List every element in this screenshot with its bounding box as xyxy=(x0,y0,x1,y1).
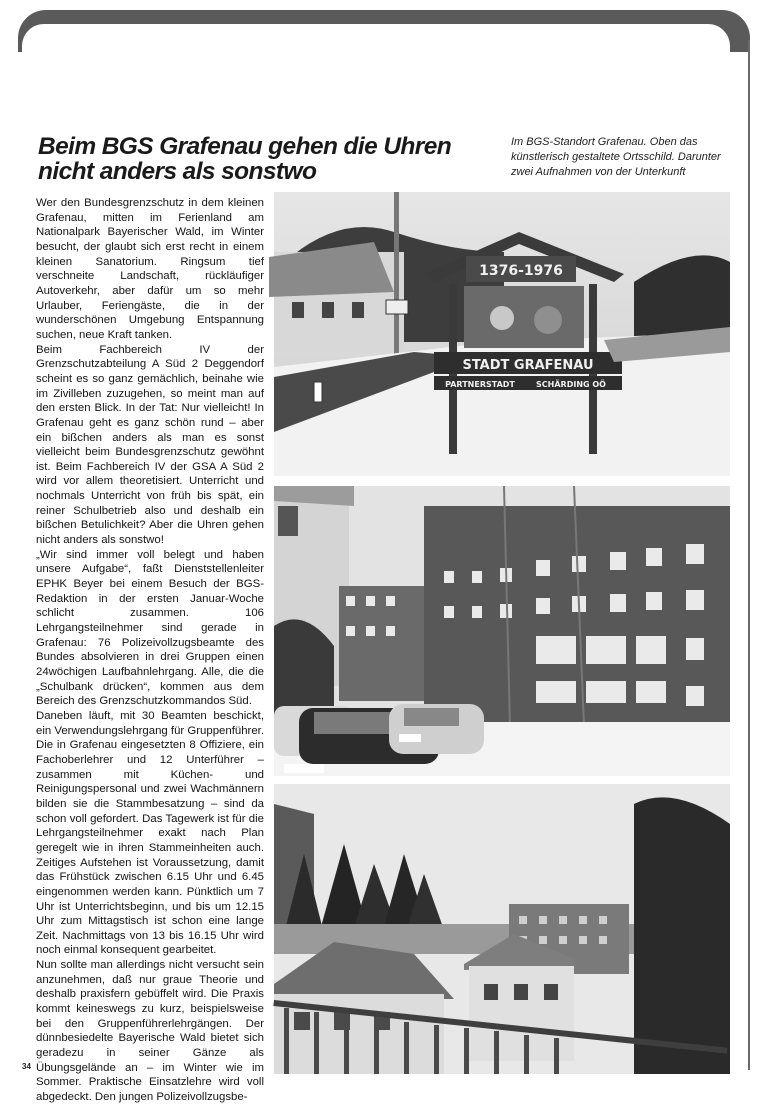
right-margin-rule xyxy=(748,40,750,1070)
paragraph: Wer den Bundesgrenzschutz in dem kleinen Grafenau, mitten im Ferienland am Nationalpark Bayerischer Wald, im Winter besucht, der glaubt sich erst recht in einem kleinen Sanatorium. Ringsum tief verschneite Landschaft, rückläufiger Autoverkehr, aber dafür um so mehr Urlauber, Feriengäste, die in der wunderschönen Umgebung Entspannung suchen, neue Kraft tanken. xyxy=(36,197,264,341)
barracks-building-photo xyxy=(274,486,730,776)
paragraph: Daneben läuft, mit 30 Beamten beschickt, ein Verwendungslehrgang für Gruppenführer. Die in Grafenau eingesetzten 8 Offiziere, ein Fachoberlehrer und 12 Unterführer – zusammen mit Küchen- und Reinigungspersonal und zwei Wachmännern bilden sie die Stammbesatzung – sind da schon voll gefordert. Das Tagewerk ist für die Lehrgangsteilnehmer exakt nach Plan geregelt wie in ihren Stammeinheiten auch. Zeitiges Aufstehen ist Voraussetzung, damit das Frühstück zwischen 6.15 Uhr und 6.45 eingenommen werden kann. Pünktlich um 7 Uhr ist Unterrichtsbeginn, und bis um 12.15 Uhr zum Mittagstisch ist schon eine lange Zeit. Nachmittags von 13 bis 16.15 Uhr wird noch einmal konsequent gearbeitet. xyxy=(36,709,264,957)
town-overview-photo xyxy=(274,784,730,1074)
photo-caption: Im BGS-Standort Grafenau. Oben das künstlerisch gestaltete Ortsschild. Darunter zwei Aufnahmen von der Unterkunft xyxy=(511,136,721,178)
sign-town: STADT GRAFENAU xyxy=(462,358,594,373)
sign-partner-right: SCHÄRDING OÖ xyxy=(536,380,606,389)
article-headline: Beim BGS Grafenau gehen die Uhren nicht anders als sonstwo xyxy=(38,133,452,185)
paragraph: Nun sollte man allerdings nicht versucht sein anzunehmen, daß nur graue Theorie und deshalb praxisfern gebüffelt wird. Die Praxis kommt keineswegs zu kurz, beispielsweise bei den Gruppenführerlehrgängen. Der dünnbesiedelte Bayerische Wald bietet sich geradezu in seiner Gänze als Übungsgelände an – im Winter wie im Sommer. Praktische Einsatzlehre wird voll abgedeckt. Den jungen Polizeivollzugsbe- xyxy=(36,959,264,1104)
article-body xyxy=(36,196,264,1104)
sign-partner-left: PARTNERSTADT xyxy=(445,380,515,389)
paragraph: Beim Fachbereich IV der Grenzschutzabteilung A Süd 2 Deggendorf scheint es so ganz gemächlich, beinahe wie im Zivilleben zuzugehen, so meint man auf den ersten Blick. In der Tat: Nur vielleicht! In Grafenau geht es ganz schön rund – aber ein bißchen anders als man es sonst vielleicht beim Bundesgrenzschutz gewöhnt ist. Beim Fachbereich IV der GSA A Süd 2 wird vor allem theoretisiert. Unterricht und nochmals Unterricht von früh bis spät, ein reiner Schulbetrieb also und deshalb ein bißchen Betulichkeit? Aber die Uhren gehen nicht anders als sonstwo! xyxy=(36,343,264,547)
page-header-inner xyxy=(22,24,730,54)
sign-years: 1376-1976 xyxy=(479,263,563,279)
page-number: 34 xyxy=(22,1062,31,1071)
paragraph: „Wir sind immer voll belegt und haben unsere Aufgabe“, faßt Dienststellenleiter EPHK Beyer bei einem Besuch der BGS-Redaktion in der ersten Januar-Woche schlicht zusammen. 106 Lehrgangsteilnehmer sind gerade in Grafenau: 76 Polizeivollzugsbeamte des Bundes absolvieren in drei Gruppen einen 24wöchigen Laufbahnlehrgang. Alle, die die „Schulbank drücken“, kommen aus dem Bereich des Grenzschutzkommandos Süd. xyxy=(36,548,264,708)
town-sign-photo xyxy=(274,192,730,476)
